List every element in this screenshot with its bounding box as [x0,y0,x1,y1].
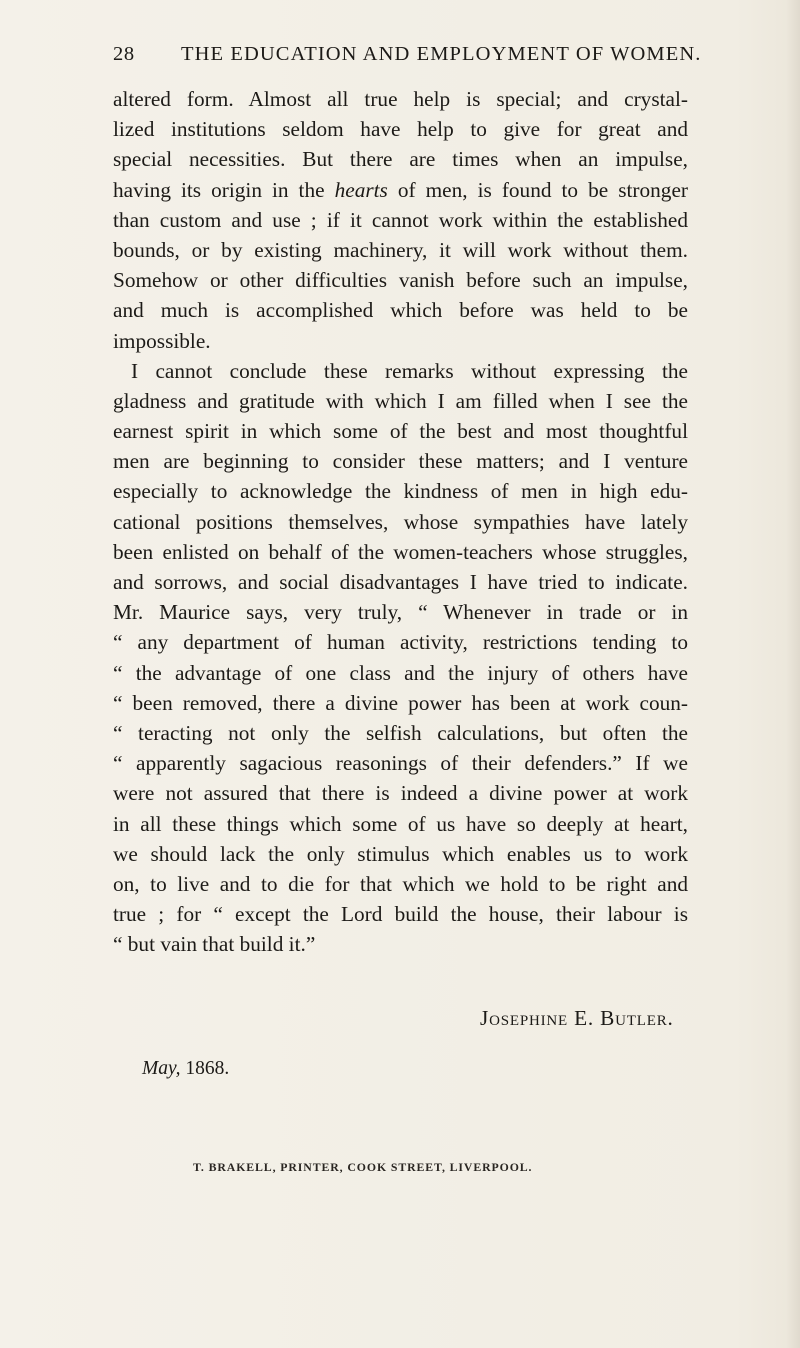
text-line: “ but vain that build it.” [113,932,316,957]
page-edge-shadow [786,0,800,1348]
text-line: “ teracting not only the selfish calculations, but often the [113,720,688,745]
printer-imprint: T. BRAKELL, PRINTER, COOK STREET, LIVERPOOL. [193,1160,533,1174]
text-line: and much is accomplished which before was held to be [113,298,688,323]
text-line: men are beginning to consider these matters; and I venture [113,449,688,474]
body-text [113,84,688,959]
dateline-year: 1868. [185,1058,230,1079]
text-line: been enlisted on behalf of the women-teachers whose struggles, [113,539,688,564]
running-header [113,43,713,69]
author-signature: Josephine E. Butler. [480,1006,674,1030]
text-line: Mr. Maurice says, very truly, “ Whenever in trade or in [113,600,688,625]
text-line: bounds, or by existing machinery, it will work without them. [113,237,688,262]
text-line: especially to acknowledge the kindness of men in high edu- [113,479,688,504]
text-line: Somehow or other difficulties vanish before such an impulse, [113,268,688,293]
text-line: altered form. Almost all true help is special; and crystal- [113,87,688,111]
text-line: than custom and use ; if it cannot work within the established [113,207,688,232]
text-line: having its origin in the hearts of men, is found to be stronger [113,177,688,202]
text-line: on, to live and to die for that which we hold to be right and [113,871,688,896]
dateline [142,1058,229,1080]
text-line: “ the advantage of one class and the injury of others have [113,660,688,685]
text-line: were not assured that there is indeed a divine power at work [113,781,688,806]
text-line: special necessities. But there are times when an impulse, [113,147,688,172]
text-line: true ; for “ except the Lord build the house, their labour is [113,902,688,927]
text-line: “ apparently sagacious reasonings of their defenders.” If we [113,751,688,776]
text-line: “ been removed, there a divine power has been at work coun- [113,690,688,715]
text-line: earnest spirit in which some of the best and most thoughtful [113,419,688,444]
text-line: impossible. [113,328,211,353]
running-title: THE EDUCATION AND EMPLOYMENT OF WOMEN. [181,43,702,65]
text-line: I cannot conclude these remarks without expressing the [131,358,688,383]
text-line: gladness and gratitude with which I am filled when I see the [113,388,688,413]
emphasis-hearts: hearts [334,177,388,202]
text-line: cational positions themselves, whose sympathies have lately [113,509,688,534]
dateline-month: May, [142,1058,181,1079]
text-line: “ any department of human activity, restrictions tending to [113,630,688,655]
text-line: we should lack the only stimulus which enables us to work [113,841,688,866]
text-line: and sorrows, and social disadvantages I have tried to indicate. [113,570,688,594]
text-line: lized institutions seldom have help to give for great and [113,117,688,142]
text-line: in all these things which some of us have so deeply at heart, [113,811,688,836]
page-number: 28 [113,43,135,65]
